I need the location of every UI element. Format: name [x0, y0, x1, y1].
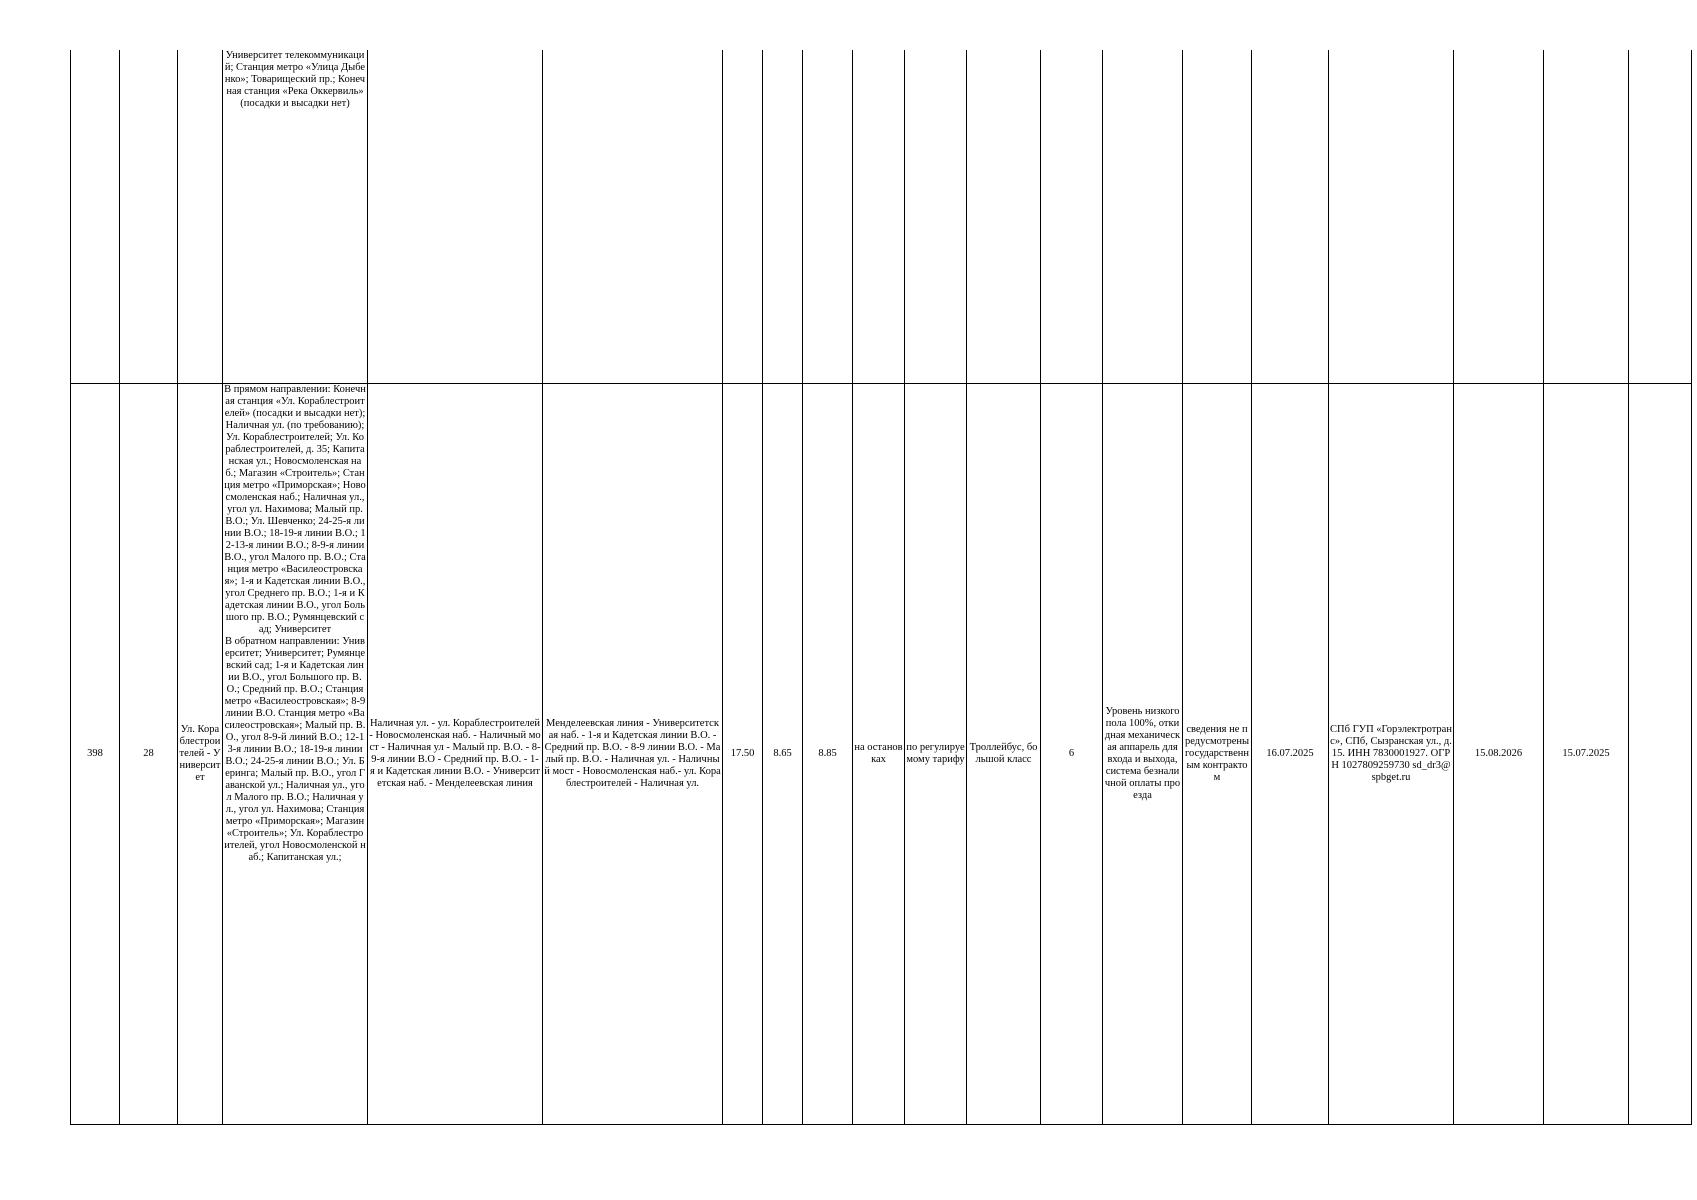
- cell-decision-date: 15.07.2025: [1544, 384, 1629, 1125]
- cell-end-date: [1454, 50, 1544, 384]
- cell-route-number: [120, 50, 178, 384]
- table-row-previous: [71, 50, 1692, 384]
- cell-length-backward: 8.65: [763, 384, 803, 1125]
- cell-streets-forward: [368, 50, 543, 384]
- cell-route-number: 28: [120, 384, 178, 1125]
- cell-tariff: по регулируемому тарифу: [905, 384, 967, 1125]
- route-registry-table: [70, 50, 1692, 1125]
- cell-length-forward: 17.50: [723, 384, 763, 1125]
- cell-start-date: 16.07.2025: [1252, 384, 1329, 1125]
- cell-vehicle-count: 6: [1041, 384, 1103, 1125]
- cell-route-name: Ул. Кораблестроителей - Университет: [178, 384, 223, 1125]
- cell-length-backward: [763, 50, 803, 384]
- cell-tariff: [905, 50, 967, 384]
- cell-contract-info: [1183, 50, 1252, 384]
- cell-streets-backward: Менделеевская линия - Университетская наб. - 1-я и Кадетская линии В.О. - Средний пр. В.О. - 8-9 линии В.О. - Малый пр. В.О. - Наличная ул. - Наличный мост - Новосмоленская наб.- ул. Кораблестроителей - Наличная ул.: [543, 384, 723, 1125]
- cell-vehicle: [967, 50, 1041, 384]
- cell-extra: [1629, 384, 1692, 1125]
- cell-decision-date: [1544, 50, 1629, 384]
- cell-boarding-order: [853, 50, 905, 384]
- cell-boarding-order: на остановках: [853, 384, 905, 1125]
- cell-vehicle: Троллейбус, большой класс: [967, 384, 1041, 1125]
- cell-contract-info: сведения не предусмотрены государственным контрактом: [1183, 384, 1252, 1125]
- cell-length-forward: [723, 50, 763, 384]
- cell-extra: [1629, 50, 1692, 384]
- cell-reg-number: 398: [71, 384, 120, 1125]
- cell-characteristics: [1103, 50, 1183, 384]
- cell-route-name: [178, 50, 223, 384]
- cell-stops: В прямом направлении: Конечная станция «Ул. Кораблестроителей» (посадки и высадки нет); Наличная ул. (по требованию); Ул. Кораблестроителей; Ул. Кораблестроителей, д. 35; Капитанская ул.; Новосмоленская наб.; Магазин «Строитель»; Станция метро «Приморская»; Новосмоленская наб.; Наличная ул., угол ул. Нахимова; Малый пр. В.О.; Ул. Шевченко; 24-25-я линии В.О.; 18-19-я линии В.О.; 12-13-я линии В.О.; 8-9-я линии В.О., угол Малого пр. В.О.; Станция метро «Василеостровская»; 1-я и Кадетская линии В.О., угол Среднего пр. В.О.; 1-я и Кадетская линии В.О., угол Большого пр. В.О.; Румянцевский сад; Университет В обратном направлении: Университет; Университет; Румянцевский сад; 1-я и Кадетская линии В.О., угол Большого пр. В.О.; Средний пр. В.О.; Станция метро «Василеостровская»; 8-9 линии В.О. Станция метро «Василеостровская»; Малый пр. В.О., угол 8-9-й линий В.О.; 12-13-я линии В.О.; 18-19-я линии В.О.; 24-25-я линии В.О.; Ул. Беринга; Малый пр. В.О., угол Гаванской ул.; Наличная ул., угол Малого пр. В.О.; Наличная ул., угол ул. Нахимова; Станция метро «Приморская»; Магазин «Строитель»; Ул. Кораблестроителей, угол Новосмоленской наб.; Капитанская ул.;: [223, 384, 368, 1125]
- cell-vehicle-count: [1041, 50, 1103, 384]
- cell-reg-number: [71, 50, 120, 384]
- cell-characteristics: Уровень низкого пола 100%, откидная механическая аппарель для входа и выхода, система безналичной оплаты проезда: [1103, 384, 1183, 1125]
- cell-streets-backward: [543, 50, 723, 384]
- cell-carrier: [1329, 50, 1454, 384]
- cell-length-total: [803, 50, 853, 384]
- cell-start-date: [1252, 50, 1329, 384]
- cell-stops-tail: Университет телекоммуникаций; Станция метро «Улица Дыбенко»; Товарищеский пр.; Конечная станция «Река Оккервиль» (посадки и высадки нет): [223, 50, 368, 384]
- cell-length-total: 8.85: [803, 384, 853, 1125]
- table-row-398: [71, 384, 1692, 1125]
- cell-end-date: 15.08.2026: [1454, 384, 1544, 1125]
- cell-carrier: СПб ГУП «Горэлектротранс», СПб, Сызранская ул., д. 15. ИНН 7830001927. ОГРН 1027809259730 sd_dr3@spbget.ru: [1329, 384, 1454, 1125]
- cell-streets-forward: Наличная ул. - ул. Кораблестроителей - Новосмоленская наб. - Наличный мост - Наличная ул - Малый пр. В.О. - 8-9-я линии В.О - Средний пр. В.О. - 1-я и Кадетская линии В.О. - Университетская наб. - Менделеевская линия: [368, 384, 543, 1125]
